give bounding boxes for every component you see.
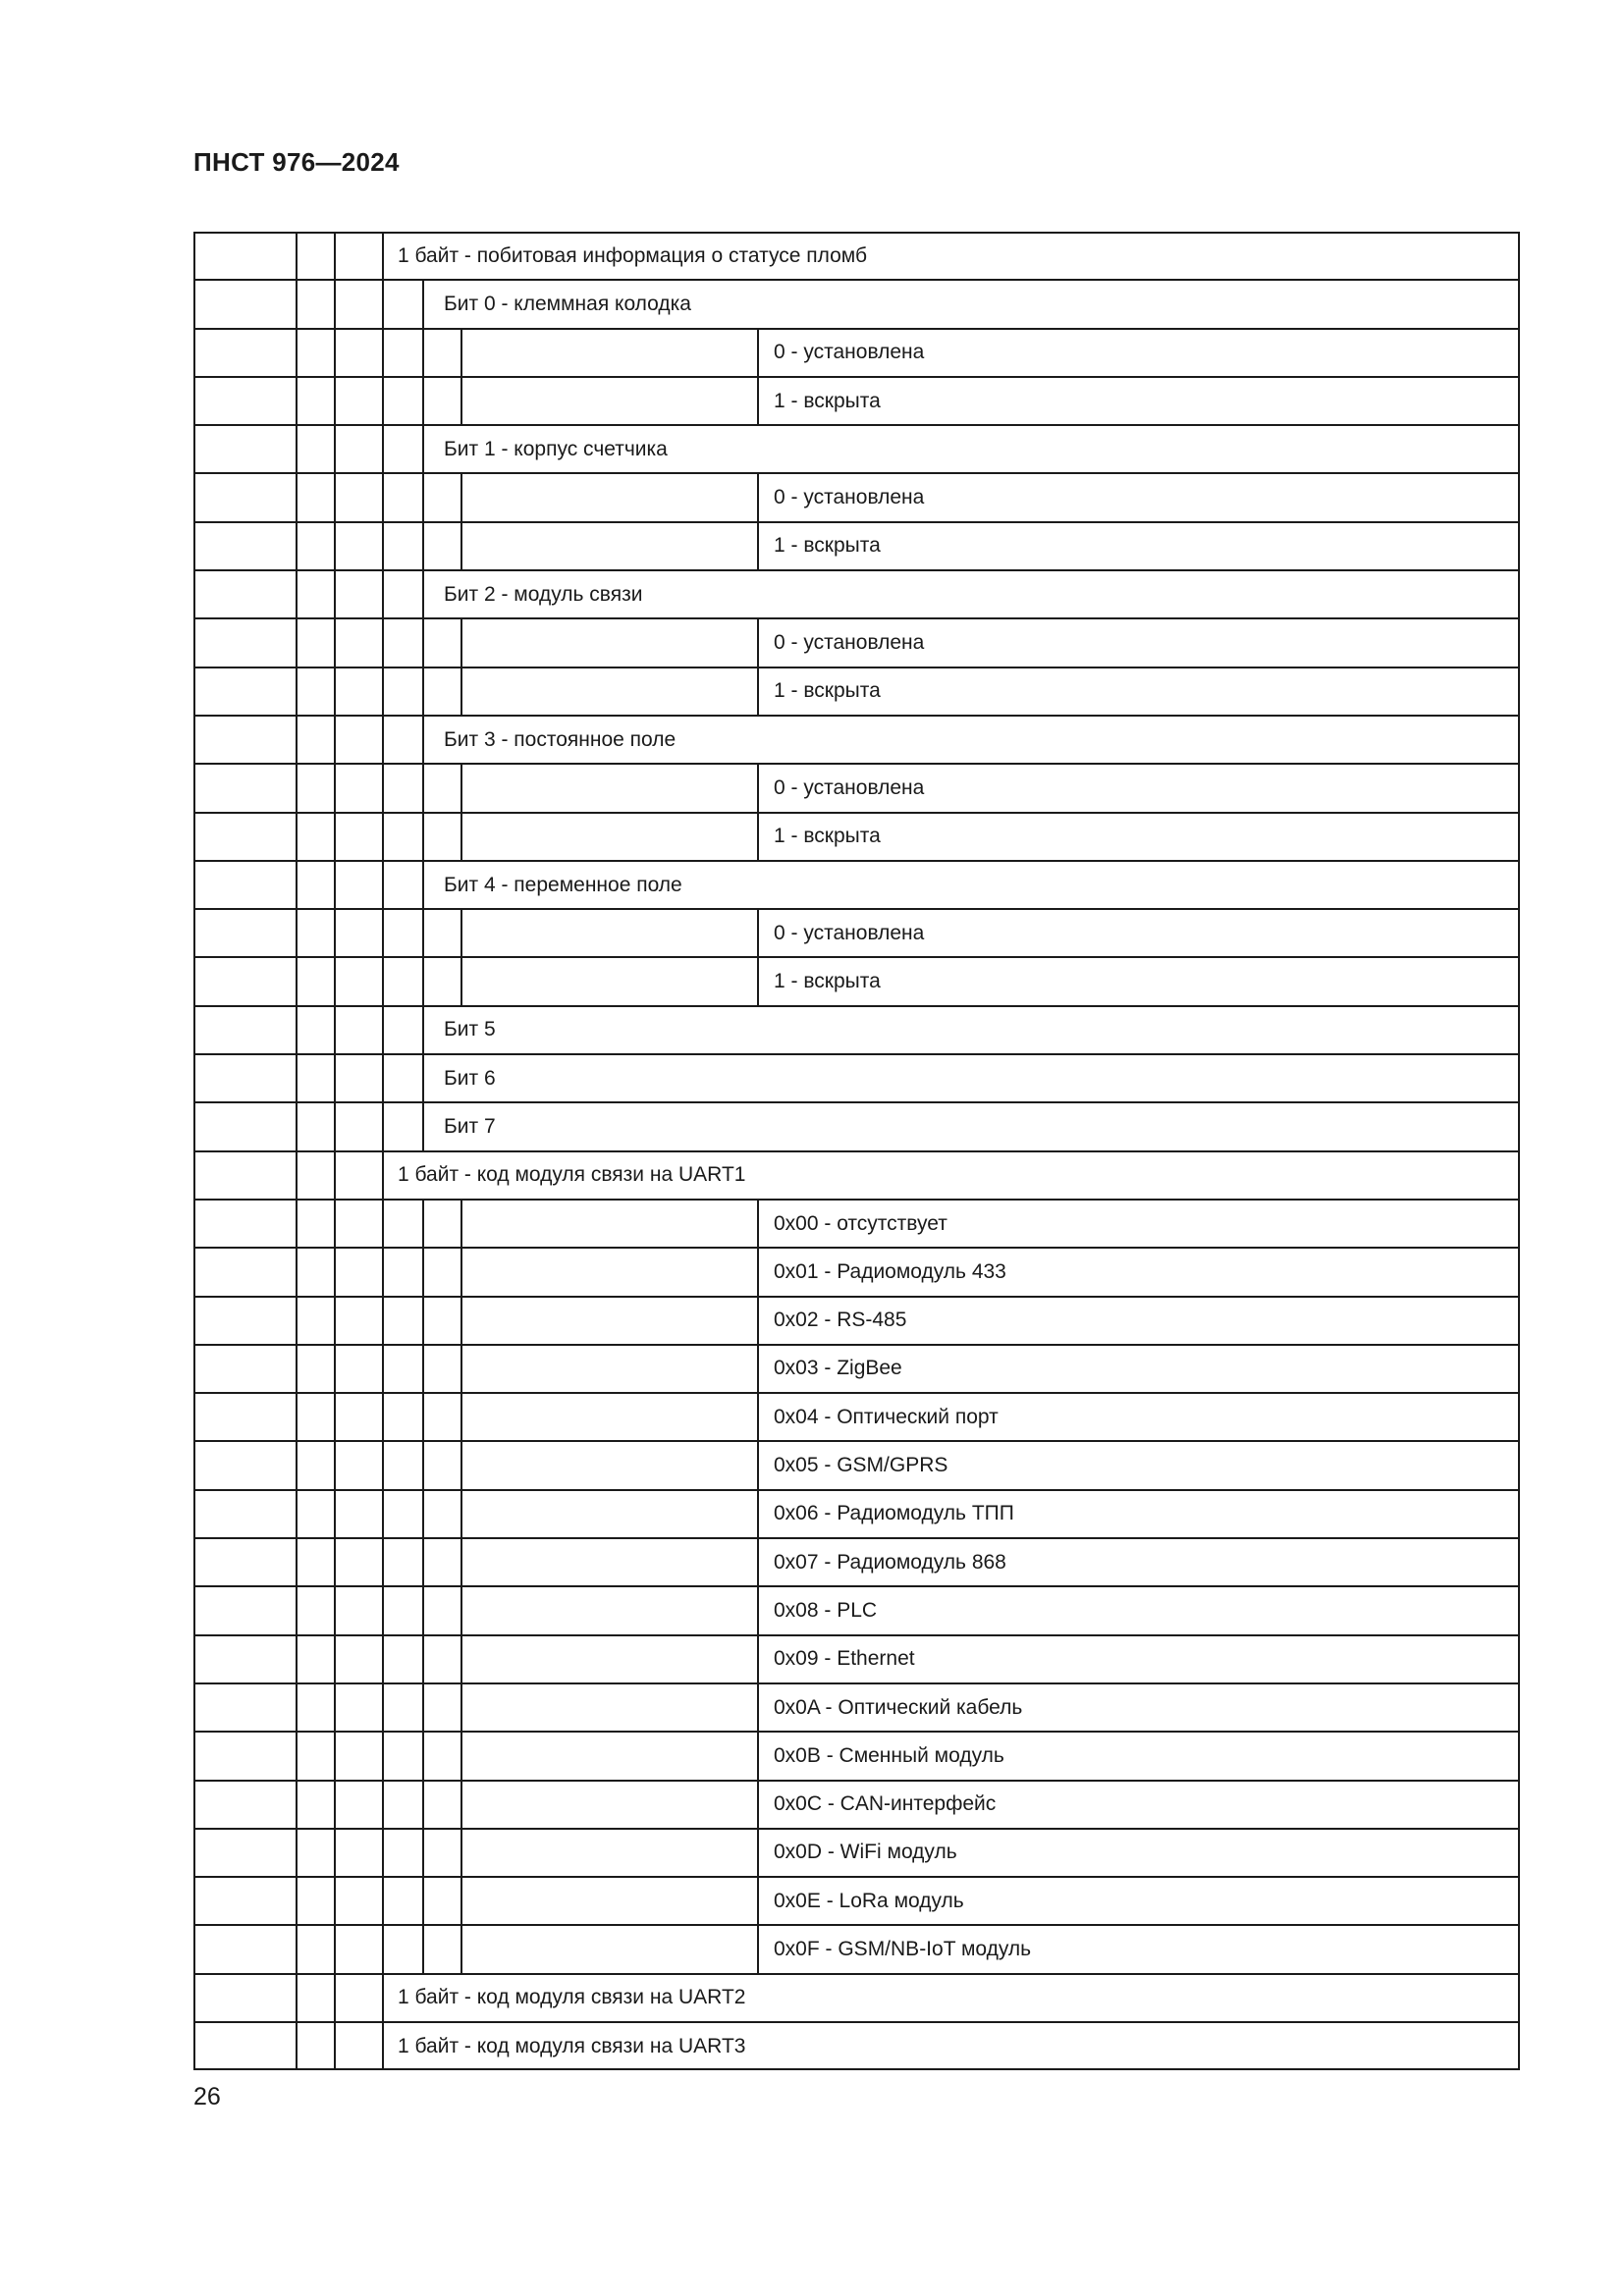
column-divider: [422, 1781, 424, 1829]
column-divider: [757, 1248, 759, 1296]
column-divider: [757, 764, 759, 812]
table-row: [193, 1151, 1520, 1200]
column-divider: [334, 1490, 336, 1538]
column-divider: [334, 764, 336, 812]
column-divider: [296, 1925, 298, 1973]
column-divider: [382, 618, 384, 667]
bit-description: Бит 3 - постоянное поле: [444, 727, 677, 751]
column-divider: [296, 1200, 298, 1248]
column-divider: [422, 1345, 424, 1393]
value-description: 0x09 - Ethernet: [774, 1647, 915, 1671]
table-row: [193, 957, 1520, 1005]
column-divider: [460, 1732, 462, 1780]
column-divider: [460, 1781, 462, 1829]
column-divider: [334, 1102, 336, 1150]
column-divider: [422, 1490, 424, 1538]
column-divider: [422, 570, 424, 618]
column-divider: [296, 280, 298, 328]
table-row: [193, 377, 1520, 425]
bit-description: Бит 7: [444, 1114, 496, 1138]
column-divider: [460, 1877, 462, 1925]
table-row: [193, 232, 1520, 280]
byte-description: 1 байт - код модуля связи на UART2: [398, 1986, 746, 2009]
column-divider: [460, 1538, 462, 1586]
column-divider: [382, 1102, 384, 1150]
table-row: [193, 667, 1520, 716]
column-divider: [460, 473, 462, 521]
table-row: [193, 1538, 1520, 1586]
column-divider: [382, 1441, 384, 1489]
column-divider: [382, 1781, 384, 1829]
column-divider: [422, 1683, 424, 1732]
column-divider: [296, 667, 298, 716]
table-row: [193, 1345, 1520, 1393]
column-divider: [460, 1297, 462, 1345]
column-divider: [296, 1248, 298, 1296]
value-description: 0x00 - отсутствует: [774, 1211, 947, 1235]
value-description: 0 - установлена: [774, 631, 925, 655]
column-divider: [382, 764, 384, 812]
column-divider: [757, 1586, 759, 1634]
column-divider: [382, 425, 384, 473]
column-divider: [382, 1393, 384, 1441]
column-divider: [334, 667, 336, 716]
value-description: 0 - установлена: [774, 921, 925, 944]
column-divider: [296, 1151, 298, 1200]
column-divider: [296, 329, 298, 377]
column-divider: [334, 1345, 336, 1393]
column-divider: [757, 1345, 759, 1393]
value-description: 0x03 - ZigBee: [774, 1357, 902, 1380]
column-divider: [296, 1974, 298, 2022]
column-divider: [334, 1538, 336, 1586]
column-divider: [757, 522, 759, 570]
table-row: [193, 861, 1520, 909]
value-description: 0x08 - PLC: [774, 1598, 878, 1622]
column-divider: [382, 861, 384, 909]
data-structure-table: [193, 232, 1520, 2070]
column-divider: [382, 1877, 384, 1925]
column-divider: [382, 716, 384, 764]
column-divider: [296, 1635, 298, 1683]
table-row: [193, 764, 1520, 812]
column-divider: [757, 1683, 759, 1732]
column-divider: [382, 1925, 384, 1973]
column-divider: [757, 1200, 759, 1248]
table-row: [193, 1586, 1520, 1634]
column-divider: [334, 570, 336, 618]
column-divider: [334, 377, 336, 425]
table-row: [193, 1102, 1520, 1150]
column-divider: [460, 1393, 462, 1441]
table-row: [193, 1006, 1520, 1054]
column-divider: [334, 1683, 336, 1732]
value-description: 0x07 - Радиомодуль 868: [774, 1550, 1006, 1574]
column-divider: [334, 1006, 336, 1054]
column-divider: [382, 1586, 384, 1634]
column-divider: [422, 1248, 424, 1296]
column-divider: [334, 1781, 336, 1829]
column-divider: [422, 1732, 424, 1780]
column-divider: [334, 425, 336, 473]
column-divider: [757, 667, 759, 716]
column-divider: [382, 1200, 384, 1248]
column-divider: [460, 522, 462, 570]
column-divider: [334, 1925, 336, 1973]
value-description: 0x0C - CAN-интерфейс: [774, 1792, 997, 1816]
value-description: 1 - вскрыта: [774, 534, 881, 558]
column-divider: [334, 861, 336, 909]
column-divider: [334, 813, 336, 861]
column-divider: [334, 232, 336, 280]
column-divider: [757, 1490, 759, 1538]
table-row: [193, 1297, 1520, 1345]
column-divider: [757, 1877, 759, 1925]
column-divider: [757, 473, 759, 521]
column-divider: [382, 1248, 384, 1296]
column-divider: [334, 1054, 336, 1102]
column-divider: [296, 1586, 298, 1634]
column-divider: [382, 1538, 384, 1586]
column-divider: [382, 377, 384, 425]
column-divider: [382, 957, 384, 1005]
column-divider: [422, 957, 424, 1005]
byte-description: 1 байт - код модуля связи на UART1: [398, 1163, 746, 1187]
column-divider: [757, 377, 759, 425]
column-divider: [422, 1054, 424, 1102]
column-divider: [334, 522, 336, 570]
column-divider: [296, 1393, 298, 1441]
column-divider: [296, 1829, 298, 1877]
column-divider: [460, 1635, 462, 1683]
column-divider: [460, 909, 462, 957]
column-divider: [334, 1200, 336, 1248]
value-description: 0x02 - RS-485: [774, 1308, 907, 1332]
column-divider: [422, 329, 424, 377]
column-divider: [334, 1151, 336, 1200]
table-row: [193, 1925, 1520, 1973]
column-divider: [382, 522, 384, 570]
value-description: 1 - вскрыта: [774, 679, 881, 703]
column-divider: [334, 1393, 336, 1441]
column-divider: [460, 1441, 462, 1489]
column-divider: [460, 813, 462, 861]
column-divider: [460, 1490, 462, 1538]
column-divider: [296, 1006, 298, 1054]
column-divider: [382, 329, 384, 377]
column-divider: [382, 570, 384, 618]
bit-description: Бит 0 - клеммная колодка: [444, 292, 691, 315]
table-row: [193, 473, 1520, 521]
table-row: [193, 280, 1520, 328]
table-row: [193, 2022, 1520, 2070]
value-description: 0 - установлена: [774, 775, 925, 799]
column-divider: [422, 861, 424, 909]
column-divider: [382, 1006, 384, 1054]
column-divider: [757, 1925, 759, 1973]
column-divider: [460, 764, 462, 812]
column-divider: [382, 280, 384, 328]
column-divider: [296, 1877, 298, 1925]
column-divider: [334, 1441, 336, 1489]
column-divider: [460, 377, 462, 425]
bit-description: Бит 2 - модуль связи: [444, 582, 643, 606]
column-divider: [422, 1586, 424, 1634]
value-description: 0x04 - Оптический порт: [774, 1405, 999, 1428]
column-divider: [460, 618, 462, 667]
value-description: 0x0A - Оптический кабель: [774, 1695, 1023, 1719]
column-divider: [334, 716, 336, 764]
column-divider: [334, 1586, 336, 1634]
column-divider: [422, 1877, 424, 1925]
table-row: [193, 1200, 1520, 1248]
table-row: [193, 1248, 1520, 1296]
column-divider: [460, 1829, 462, 1877]
column-divider: [296, 377, 298, 425]
column-divider: [382, 813, 384, 861]
column-divider: [382, 1345, 384, 1393]
column-divider: [757, 1393, 759, 1441]
value-description: 0 - установлена: [774, 486, 925, 509]
table-row: [193, 1877, 1520, 1925]
column-divider: [296, 813, 298, 861]
value-description: 0x0B - Сменный модуль: [774, 1743, 1004, 1767]
column-divider: [296, 522, 298, 570]
column-divider: [296, 861, 298, 909]
column-divider: [382, 1490, 384, 1538]
value-description: 0x06 - Радиомодуль ТПП: [774, 1502, 1014, 1525]
value-description: 1 - вскрыта: [774, 389, 881, 412]
table-row: [193, 618, 1520, 667]
column-divider: [422, 909, 424, 957]
column-divider: [334, 1877, 336, 1925]
column-divider: [422, 667, 424, 716]
column-divider: [382, 1151, 384, 1200]
column-divider: [334, 1297, 336, 1345]
value-description: 1 - вскрыта: [774, 970, 881, 993]
table-row: [193, 329, 1520, 377]
column-divider: [382, 1635, 384, 1683]
column-divider: [757, 1781, 759, 1829]
column-divider: [334, 1974, 336, 2022]
table-row: [193, 909, 1520, 957]
column-divider: [757, 1538, 759, 1586]
bit-description: Бит 1 - корпус счетчика: [444, 437, 668, 460]
table-row: [193, 1829, 1520, 1877]
bit-description: Бит 5: [444, 1018, 496, 1041]
byte-description: 1 байт - код модуля связи на UART3: [398, 2034, 746, 2057]
column-divider: [334, 618, 336, 667]
column-divider: [382, 2022, 384, 2070]
column-divider: [334, 473, 336, 521]
column-divider: [296, 957, 298, 1005]
value-description: 0 - установлена: [774, 341, 925, 364]
column-divider: [757, 1732, 759, 1780]
table-row: [193, 1781, 1520, 1829]
column-divider: [382, 1683, 384, 1732]
column-divider: [422, 764, 424, 812]
column-divider: [296, 764, 298, 812]
column-divider: [296, 909, 298, 957]
column-divider: [757, 813, 759, 861]
column-divider: [422, 618, 424, 667]
column-divider: [460, 1683, 462, 1732]
column-divider: [296, 1345, 298, 1393]
column-divider: [757, 957, 759, 1005]
page-number: 26: [193, 2083, 221, 2110]
column-divider: [296, 1538, 298, 1586]
column-divider: [296, 425, 298, 473]
column-divider: [460, 329, 462, 377]
column-divider: [334, 1829, 336, 1877]
table-row: [193, 1054, 1520, 1102]
table-row: [193, 522, 1520, 570]
value-description: 0x0D - WiFi модуль: [774, 1841, 957, 1864]
column-divider: [382, 1974, 384, 2022]
column-divider: [460, 957, 462, 1005]
column-divider: [382, 1297, 384, 1345]
column-divider: [334, 280, 336, 328]
column-divider: [422, 716, 424, 764]
bit-description: Бит 4 - переменное поле: [444, 873, 682, 896]
column-divider: [460, 1925, 462, 1973]
column-divider: [296, 473, 298, 521]
column-divider: [757, 1441, 759, 1489]
table-row: [193, 425, 1520, 473]
bit-description: Бит 6: [444, 1066, 496, 1090]
column-divider: [422, 425, 424, 473]
column-divider: [422, 1393, 424, 1441]
column-divider: [296, 618, 298, 667]
document-code: ПНСТ 976—2024: [193, 147, 400, 177]
column-divider: [382, 1829, 384, 1877]
column-divider: [296, 2022, 298, 2070]
column-divider: [422, 1200, 424, 1248]
column-divider: [422, 473, 424, 521]
column-divider: [422, 522, 424, 570]
column-divider: [296, 1781, 298, 1829]
table-row: [193, 1393, 1520, 1441]
column-divider: [382, 909, 384, 957]
column-divider: [757, 329, 759, 377]
column-divider: [296, 716, 298, 764]
table-row: [193, 716, 1520, 764]
byte-description: 1 байт - побитовая информация о статусе пломб: [398, 243, 867, 267]
column-divider: [334, 1635, 336, 1683]
column-divider: [296, 570, 298, 618]
column-divider: [757, 618, 759, 667]
column-divider: [460, 1248, 462, 1296]
column-divider: [422, 813, 424, 861]
column-divider: [460, 1345, 462, 1393]
column-divider: [422, 1925, 424, 1973]
column-divider: [422, 1441, 424, 1489]
column-divider: [422, 1102, 424, 1150]
column-divider: [334, 329, 336, 377]
column-divider: [460, 1586, 462, 1634]
column-divider: [422, 1635, 424, 1683]
value-description: 0x05 - GSM/GPRS: [774, 1454, 948, 1477]
column-divider: [296, 1054, 298, 1102]
value-description: 0x0E - LoRa модуль: [774, 1889, 964, 1912]
column-divider: [334, 2022, 336, 2070]
column-divider: [296, 1297, 298, 1345]
column-divider: [422, 1538, 424, 1586]
table-row: [193, 1974, 1520, 2022]
column-divider: [296, 1490, 298, 1538]
value-description: 0x0F - GSM/NB-IoT модуль: [774, 1938, 1032, 1961]
table-row: [193, 1635, 1520, 1683]
column-divider: [757, 1297, 759, 1345]
column-divider: [334, 957, 336, 1005]
column-divider: [422, 280, 424, 328]
table-row: [193, 1490, 1520, 1538]
column-divider: [757, 1635, 759, 1683]
column-divider: [382, 473, 384, 521]
column-divider: [422, 377, 424, 425]
column-divider: [757, 909, 759, 957]
column-divider: [422, 1006, 424, 1054]
column-divider: [296, 1441, 298, 1489]
table-row: [193, 1732, 1520, 1780]
column-divider: [460, 667, 462, 716]
column-divider: [296, 1732, 298, 1780]
column-divider: [296, 1102, 298, 1150]
column-divider: [460, 1200, 462, 1248]
column-divider: [382, 1054, 384, 1102]
column-divider: [382, 232, 384, 280]
value-description: 0x01 - Радиомодуль 433: [774, 1259, 1006, 1283]
column-divider: [334, 1732, 336, 1780]
column-divider: [422, 1297, 424, 1345]
column-divider: [334, 909, 336, 957]
table-row: [193, 1441, 1520, 1489]
column-divider: [296, 1683, 298, 1732]
column-divider: [757, 1829, 759, 1877]
column-divider: [422, 1829, 424, 1877]
table-row: [193, 570, 1520, 618]
column-divider: [382, 667, 384, 716]
table-row: [193, 1683, 1520, 1732]
value-description: 1 - вскрыта: [774, 825, 881, 848]
table-row: [193, 813, 1520, 861]
column-divider: [334, 1248, 336, 1296]
column-divider: [382, 1732, 384, 1780]
column-divider: [296, 232, 298, 280]
